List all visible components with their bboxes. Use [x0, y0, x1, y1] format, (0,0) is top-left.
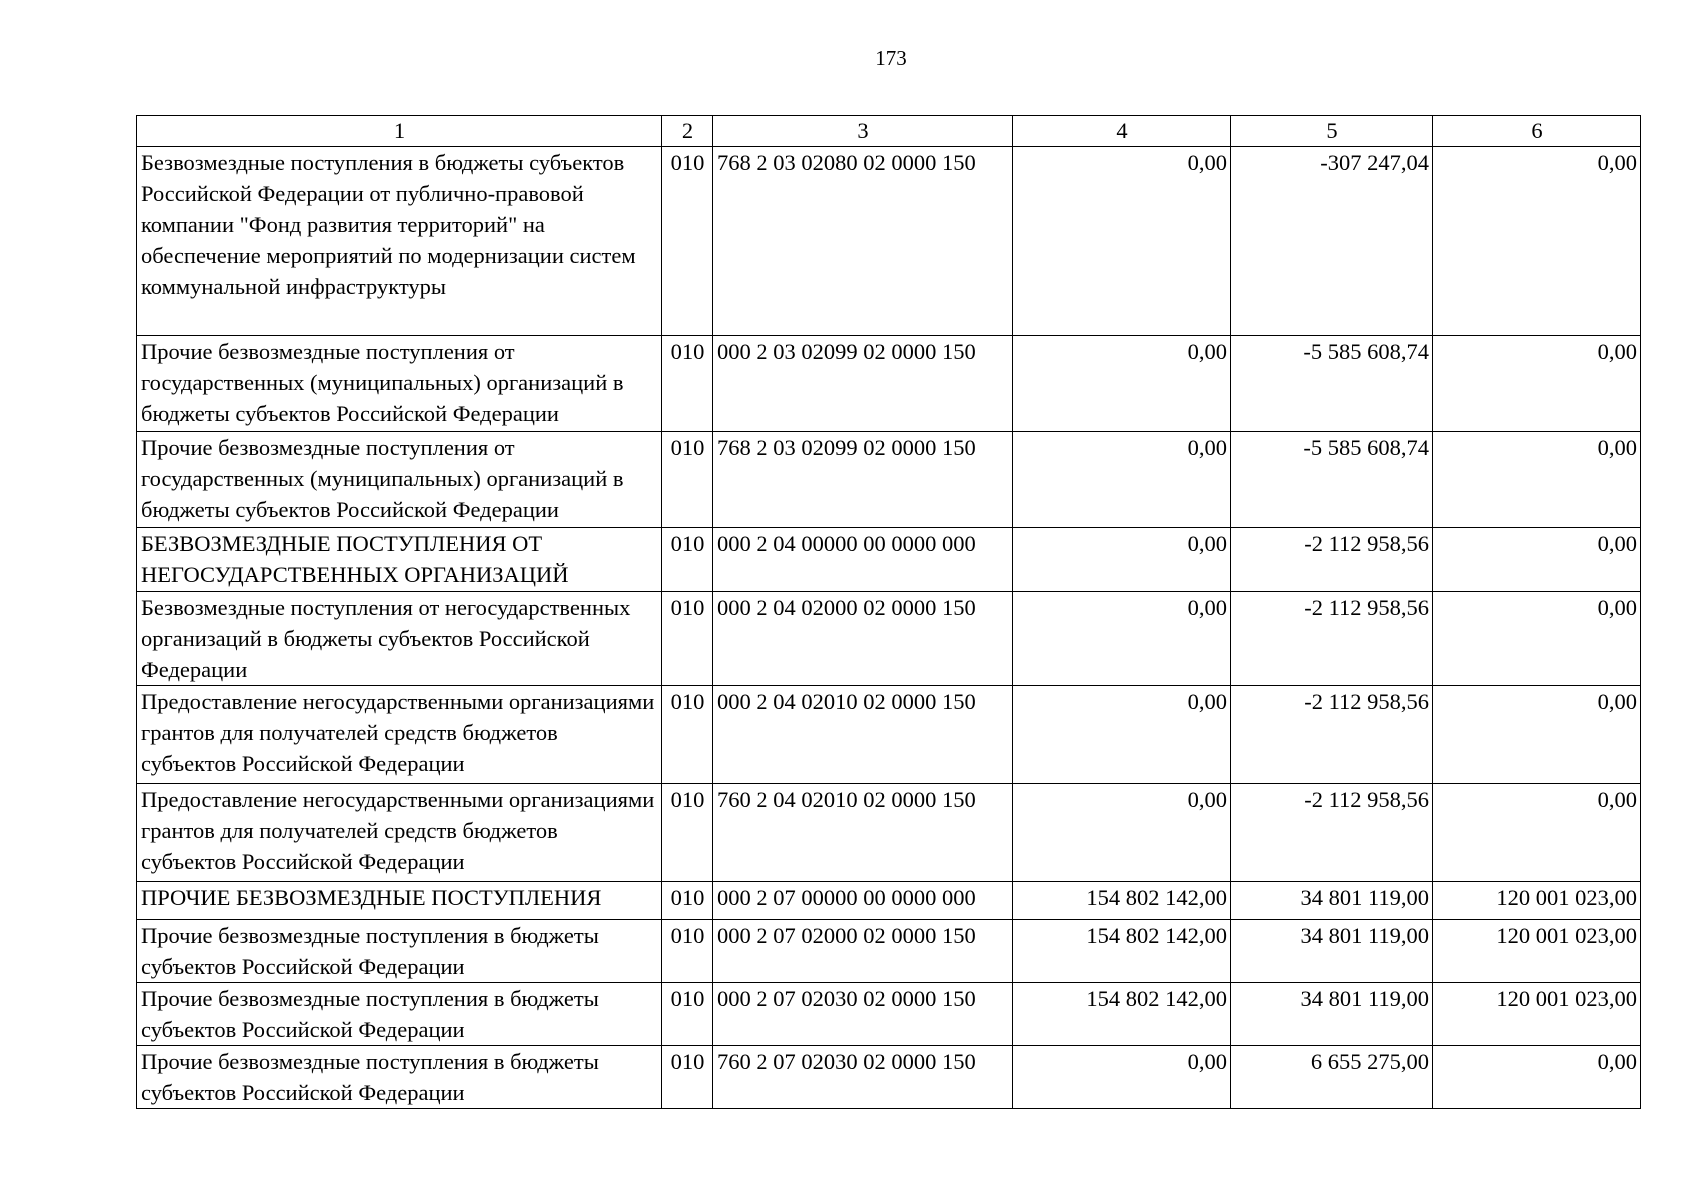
- header-row: [137, 116, 1641, 147]
- row-col5-value: -2 112 958,56: [1231, 784, 1433, 882]
- header-cell-3: 3: [713, 116, 1013, 147]
- table-row: [137, 920, 1641, 983]
- header-cell-5: 5: [1231, 116, 1433, 147]
- row-budget-code: 760 2 04 02010 02 0000 150: [713, 784, 1013, 882]
- row-name: Прочие безвозмездные поступления в бюджеты субъектов Российской Федерации: [137, 1046, 662, 1109]
- row-col6-value: 0,00: [1433, 592, 1641, 686]
- table-row: [137, 592, 1641, 686]
- row-col6-value: 0,00: [1433, 147, 1641, 336]
- row-col5-value: -5 585 608,74: [1231, 336, 1433, 432]
- row-col5-value: -5 585 608,74: [1231, 432, 1433, 528]
- row-line-code: 010: [662, 983, 713, 1046]
- row-col6-value: 120 001 023,00: [1433, 920, 1641, 983]
- row-col4-value: 0,00: [1013, 432, 1231, 528]
- row-col5-value: -2 112 958,56: [1231, 686, 1433, 784]
- row-budget-code: 000 2 03 02099 02 0000 150: [713, 336, 1013, 432]
- row-col4-value: 0,00: [1013, 592, 1231, 686]
- row-name: Безвозмездные поступления от негосударственных организаций в бюджеты субъектов Российской Федерации: [137, 592, 662, 686]
- table-row: [137, 147, 1641, 336]
- row-col4-value: 154 802 142,00: [1013, 882, 1231, 920]
- table-row: [137, 983, 1641, 1046]
- row-budget-code: 000 2 04 02000 02 0000 150: [713, 592, 1013, 686]
- row-col5-value: 34 801 119,00: [1231, 920, 1433, 983]
- row-col6-value: 0,00: [1433, 336, 1641, 432]
- header-cell-6: 6: [1433, 116, 1641, 147]
- row-col6-value: 120 001 023,00: [1433, 983, 1641, 1046]
- row-name: Прочие безвозмездные поступления от государственных (муниципальных) организаций в бюджеты субъектов Российской Федерации: [137, 336, 662, 432]
- row-budget-code: 000 2 07 00000 00 0000 000: [713, 882, 1013, 920]
- row-line-code: 010: [662, 147, 713, 336]
- row-col4-value: 154 802 142,00: [1013, 920, 1231, 983]
- row-col6-value: 0,00: [1433, 432, 1641, 528]
- budget-table: [136, 115, 1641, 1109]
- table-row: [137, 336, 1641, 432]
- row-budget-code: 000 2 04 00000 00 0000 000: [713, 528, 1013, 592]
- row-budget-code: 000 2 07 02030 02 0000 150: [713, 983, 1013, 1046]
- row-col5-value: 34 801 119,00: [1231, 983, 1433, 1046]
- row-name: Безвозмездные поступления в бюджеты субъектов Российской Федерации от публично-правовой компании "Фонд развития территорий" на обеспечение мероприятий по модернизации систем коммунальной инфраструктуры: [137, 147, 662, 336]
- row-line-code: 010: [662, 432, 713, 528]
- header-cell-2: 2: [662, 116, 713, 147]
- row-line-code: 010: [662, 1046, 713, 1109]
- table-row: [137, 686, 1641, 784]
- row-col5-value: -2 112 958,56: [1231, 592, 1433, 686]
- budget-table-body: [137, 116, 1641, 1109]
- row-budget-code: 000 2 04 02010 02 0000 150: [713, 686, 1013, 784]
- row-line-code: 010: [662, 882, 713, 920]
- row-col5-value: -307 247,04: [1231, 147, 1433, 336]
- row-col4-value: 154 802 142,00: [1013, 983, 1231, 1046]
- table-row: [137, 432, 1641, 528]
- page-number: 173: [875, 46, 907, 70]
- row-budget-code: 000 2 07 02000 02 0000 150: [713, 920, 1013, 983]
- row-line-code: 010: [662, 336, 713, 432]
- row-line-code: 010: [662, 686, 713, 784]
- row-col4-value: 0,00: [1013, 784, 1231, 882]
- row-col4-value: 0,00: [1013, 147, 1231, 336]
- row-name: Прочие безвозмездные поступления от государственных (муниципальных) организаций в бюджеты субъектов Российской Федерации: [137, 432, 662, 528]
- table-row: [137, 784, 1641, 882]
- row-col6-value: 0,00: [1433, 528, 1641, 592]
- row-col6-value: 0,00: [1433, 686, 1641, 784]
- row-col5-value: 6 655 275,00: [1231, 1046, 1433, 1109]
- row-name: Предоставление негосударственными организациями грантов для получателей средств бюджетов субъектов Российской Федерации: [137, 784, 662, 882]
- row-col6-value: 120 001 023,00: [1433, 882, 1641, 920]
- row-col5-value: 34 801 119,00: [1231, 882, 1433, 920]
- table-row: [137, 1046, 1641, 1109]
- row-budget-code: 768 2 03 02099 02 0000 150: [713, 432, 1013, 528]
- table-row: [137, 882, 1641, 920]
- row-col6-value: 0,00: [1433, 784, 1641, 882]
- row-line-code: 010: [662, 784, 713, 882]
- row-name: Прочие безвозмездные поступления в бюджеты субъектов Российской Федерации: [137, 920, 662, 983]
- row-name: Прочие безвозмездные поступления в бюджеты субъектов Российской Федерации: [137, 983, 662, 1046]
- row-col6-value: 0,00: [1433, 1046, 1641, 1109]
- row-name: Предоставление негосударственными организациями грантов для получателей средств бюджетов субъектов Российской Федерации: [137, 686, 662, 784]
- row-line-code: 010: [662, 528, 713, 592]
- row-name: ПРОЧИЕ БЕЗВОЗМЕЗДНЫЕ ПОСТУПЛЕНИЯ: [137, 882, 662, 920]
- row-line-code: 010: [662, 592, 713, 686]
- row-col5-value: -2 112 958,56: [1231, 528, 1433, 592]
- row-col4-value: 0,00: [1013, 686, 1231, 784]
- row-col4-value: 0,00: [1013, 528, 1231, 592]
- row-col4-value: 0,00: [1013, 336, 1231, 432]
- row-name: БЕЗВОЗМЕЗДНЫЕ ПОСТУПЛЕНИЯ ОТ НЕГОСУДАРСТВЕННЫХ ОРГАНИЗАЦИЙ: [137, 528, 662, 592]
- row-col4-value: 0,00: [1013, 1046, 1231, 1109]
- row-line-code: 010: [662, 920, 713, 983]
- row-budget-code: 768 2 03 02080 02 0000 150: [713, 147, 1013, 336]
- header-cell-1: 1: [137, 116, 662, 147]
- table-row: [137, 528, 1641, 592]
- row-budget-code: 760 2 07 02030 02 0000 150: [713, 1046, 1013, 1109]
- header-cell-4: 4: [1013, 116, 1231, 147]
